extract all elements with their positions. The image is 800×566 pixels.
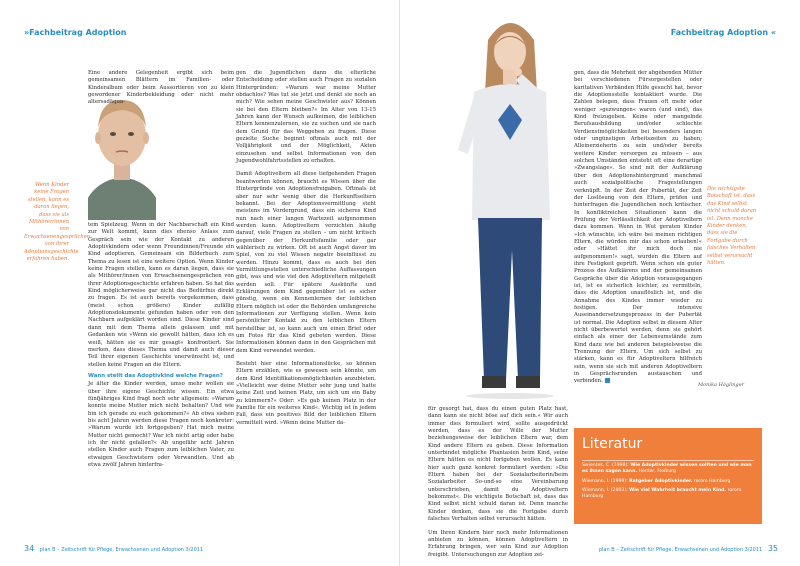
- paragraph: Damit Adoptiveltern all diese tiefgehenden Fragen beantworten können, braucht es Wissen über die Hintergründe von Adoptionsfreigaben. Oftmals ist aber nur sehr wenig über die Herkunftseltern bekannt. Bei der Adoptionsvermittlung steht meistens im Vordergrund, dass ein sicheres Kind nun nach einer langen Wartezeit aufgenommen werden kann. Adoptiveltern verzichten häufig darauf, viele Fragen zu stellen – um nicht kritisch gegenüber der Herkunftsfamilie oder gar wählerisch zu wirken. Oft ist auch Angst davor im Spiel, von zu viel Wissen negativ beeinflusst zu werden. Hinzu kommt, dass es auch bei den Vermittlungsstellen unterschiedliche Auffassungen gibt, was und wie viel den Adoptiveltern mitgeteilt werden soll. Für spätere Auskünfte und Erklärungen dem Kind gegenüber ist es sicher günstig, wenn ein Kennenlernen der leiblichen Eltern möglich ist oder die Behörden umfangreiche Informationen zur Verfügung stellen. Wenn kein persönlicher Kontakt zu den leiblichen Eltern herstellbar ist, so kann auch um einen Brief oder um Fotos für das Kind gebeten werden. Diese Informationen können dann in den Gesprächen mit dem Kind verwendet werden.: [236, 171, 376, 354]
- section-header-left: »Fachbeitrag Adoption: [24, 28, 127, 37]
- literature-title: Literatur: [582, 436, 643, 452]
- paragraph: [574, 70, 702, 386]
- paragraph: gen die Jugendlichen dann die elterliche Entscheidung oder stellen auch Fragen zu sozialen Hintergründen: »Warum war meine Mutter obdachlos? Was tut sie jetzt und denkt sie noch an mich? Wie sehen meine Geschwister aus? Können sie bei den Eltern bleiben?« Im Alter von 13-15 Jahren kann der Wunsch aufkeimen, die leiblichen Eltern kennenzulernen, sie zu suchen und sie nach dem Grund für das Weggeben zu fragen. Diese gezielte Suche beginnt oftmals auch mit der Volljährigkeit und der Möglichkeit, Akten einzusehen und selbst Informationen von den Jugendwohlfahrtsstellen zu erhalten.: [236, 70, 376, 165]
- entry-publisher: Herder, Freiburg: [637, 469, 676, 475]
- entry-title: Ratgeber Adoptivkinder.: [629, 478, 693, 484]
- girl-photo: [448, 0, 572, 400]
- entry-publisher: rororo Hamburg: [692, 478, 731, 484]
- literature-box: [574, 428, 762, 524]
- section-header-right: Fachbeitrag Adoption «: [670, 28, 776, 37]
- footer-right: [599, 544, 778, 553]
- pull-quote-right: Die wichtigste Botschaft ist, dass das Kind selbst nicht schuld daran ist. Denn manche Kinder denken, dass sie die Fortgabe durch falsches Verhalten selbst verursacht hätten.: [707, 186, 757, 267]
- entry-publisher: rororo Hamburg: [582, 487, 742, 500]
- footer-text: plan B – Zeitschrift für Pflege, Erwachsenen und Adoption 3/2011: [598, 547, 763, 553]
- right-column-2: [574, 70, 702, 386]
- footer-left: [24, 544, 203, 553]
- pull-quote-left: Wenn Kinder keine Fragen stellen, kann es daran liegen, dass sie als Mithörer/innen von Erwachsenengesprächen von ihrer Adoptionsgeschichte erfahren haben.: [24, 182, 91, 263]
- divider: [582, 460, 754, 461]
- literature-entry: [574, 488, 762, 501]
- paragraph: Besteht hier eine Informationslücke, so können Eltern erzählen, wie es gewesen sein könnte, um dem Kind Identifikationsmöglichkeiten anzubieten. »Vielleicht war deine Mutter sehr jung und hatte keine Zeit und keinen Platz, um sich um ein Baby zu kümmern?« Oder: »Es gab keinen Platz in der Familie für ein weiteres Kind«. Wichtig ist in jedem Fall, dass ein positives Bild der leiblichen Eltern vermittelt wird. »Wenn deine Mutter da-: [236, 361, 376, 426]
- author-name: Monika Häglinger: [698, 382, 745, 388]
- paragraph: Eine andere Gelegenheit ergibt sich beim gemeinsamen Blättern im Familien- oder Kinderalbum oder beim Aussortieren von zu klein gewordener Kinderbekleidung oder nicht mehr altersadäqua-: [88, 70, 234, 106]
- paragraph-text: gen, dass die Mehrheit der abgebenden Mütter bei verschiedenen Fürsorgestellen oder karitativen Verbänden Hilfe gesucht hat, bevor die Adoptionsstelle kontaktiert wurde. Die Zahlen belegen, dass Frauen oft mehr oder weniger »gezwungen« waren (und sind), das Kind freizugeben. Keine oder mangelnde Berufsausbildung und/oder schlechte Verdienstmöglichkeiten bei besonders langen oder ungünstigen Arbeitszeiten zu haben; Alleinerzieherin zu sein und/oder bereits weitere Kinder versorgen zu müssen – aus solchen Umständen entsteht oft eine derartige »Zwangslage«. So sind mit der Aufklärung über den Adoptionshintergrund manchmal auch sozialpolitische Fragestellungen verknüpft. In der Zeit der Pubertät, der Zeit der Loslösung von den Eltern, prüfen und hinterfragen die Jugendlichen noch kritischer. In konfliktreichen Situationen kann die Prüfung der Verlässlichkeit der Adoptiveltern dazu kommen. Wenn in Wut geraten Kinder »Ich wünschte, ich wäre bei meinen richtigen Eltern, die würden mir das schon erlauben!« oder »Hättet ihr mich doch nie aufgenommen!« sagt, wurden die Eltern auf ihre Festigkeit geprüft. Wenn schon ein guter Prozess des Aufklärens und der gemeinsamen Gespräche über die Adoption vorausgegangen ist, ist es sicherlich leichter, zu vermitteln, dass die Adoption unauflöslich ist, und die Annahme des Kindes immer wieder zu festigen. Der intensive Auseinandersetzungsprozess in der Pubertät ist normal. Die Adoption selbst in diesem Alter nicht überbewertet werden, denn sie gehört einfach als einer der Lebensumstände zum Kind dazu wie bei anderen beispielsweise die Trennung der Eltern. Um sich selbst zu stärken, kann es für Adoptiveltern hilfreich sein, wenn sie sich mit anderen Adoptiveltern in Gesprächsrunden austauschen und verbinden.: [574, 70, 702, 385]
- paragraph: Um Ihren Kindern hier noch mehr Informationen anbieten zu können, können Adoptiveltern in Erfahrung bringen, wer sein Kind zur Adoption freigibt. Untersuchungen zur Adoption zei-: [428, 529, 568, 558]
- literature-entry: [574, 463, 762, 476]
- footer-text: plan B – Zeitschrift für Pflege, Erwachsenen und Adoption 3/2011: [39, 547, 204, 553]
- entry-author: Wiemann, I. (1999):: [582, 478, 630, 484]
- left-column-1: [88, 222, 234, 469]
- subheading: Wann stellt das Adoptivkind welche Fragen?: [88, 372, 223, 379]
- paragraph: tem Spielzeug. Wenn in der Nachbarschaft ein Kind zur Welt kommt, kann dies ebenso Anlass zum Gespräch sein wie der Kontakt zu anderen Adoptivkindern oder wenn Freundinnen/Freunde ein Kind adoptieren. Gemeinsam ein Bilderbuch zum Thema zu lesen ist eine weitere Option. Wenn Kinder keine Fragen stellen, kann es daran liegen, dass sie als Mithörer/innen von Erwachsenengesprächen von ihrer Adoptionsgeschichte erfahren haben. So hat das Kind möglicherweise gar nicht das Bedürfnis direkt zu fragen. Es ist auch bereits vorgekommen, dass (meist schon größere) Kinder zufällig Adoptionsdokumente gefunden haben oder von den Nachbarn aufgeklärt worden sind. Diese Kinder sind dann mit dem Thema allein gelassen und mit Gedanken wie »Wenn sie gewollt hätten, dass ich es weiß, hätten sie es mir gesagt« konfrontiert. Sie merken, dass dieses Thema und damit auch dieser Teil ihrer eigenen Geschichte unerwünscht ist, und stellen keine Fragen an die Eltern.: [88, 222, 234, 368]
- entry-author: Swientek, C. (1998):: [582, 463, 631, 468]
- paragraph: für gesorgt hat, dass du einen guten Platz hast, dann kann sie nicht böse auf dich sein.« Wir auch immer dies formuliert wird, sollte ausgedrückt werden, dass es der Wille der Mutter beziehungsweise der leiblichen Eltern war, dem Kind andere Eltern zu geben. Diese Information unterbindet mögliche Phantasien beim Kind, seine Eltern hätten es nicht fortgeben wollen. Es kann hier auch ganz konkret formuliert werden: »Die Eltern haben bei der Sozialarbeiterin/beim Sozialarbeiter So-und-so eine Vereinbarung unterschrieben, damit du Adoptiveltern bekommst«. Die wichtigste Botschaft ist, dass das Kind selbst nicht schuld daran ist. Denn manche Kinder denken, dass sie die Fortgabe durch falsches Verhalten selbst verursacht hätten.: [428, 406, 568, 523]
- end-mark-icon: [605, 378, 610, 383]
- entry-title: Wie Adoptivkinder wissen sollten und wie man es ihnen sagen kann.: [582, 463, 752, 475]
- left-column-2: [236, 70, 376, 427]
- entry-title: Wie viel Wahrheit braucht mein Kind.: [629, 487, 727, 493]
- entry-author: Wiemann, I. (2003):: [582, 487, 630, 493]
- page-number: 35: [767, 544, 778, 553]
- page-number: 34: [24, 544, 35, 553]
- paragraph: Je älter die Kinder werden, umso mehr wollen sie über ihre eigene Geschichte wissen. Ein etwa fünfjähriges Kind fragt noch sehr allgemein: »Warum konnte meine Mutter mich nicht behalten? Und wie bin ich gerade zu euch gekommen?« Ab etwa sieben bis acht Jahren werden diese Fragen noch konkreter: »Warum wurde ich fortgegeben? Hat mich meine Mutter nicht gemocht? War ich nicht artig oder habe ich ihr nicht gefallen?« Ab ungefähr acht Jahren stellen Kinder auch Fragen zum leiblichen Vater, zu etwaigen Geschwistern oder Verwandten. Und ab etwa zwölf Jahren hinterfra-: [88, 381, 234, 468]
- left-column-1-top: [88, 70, 234, 107]
- literature-entry: [574, 479, 762, 485]
- right-column-1: [428, 406, 568, 559]
